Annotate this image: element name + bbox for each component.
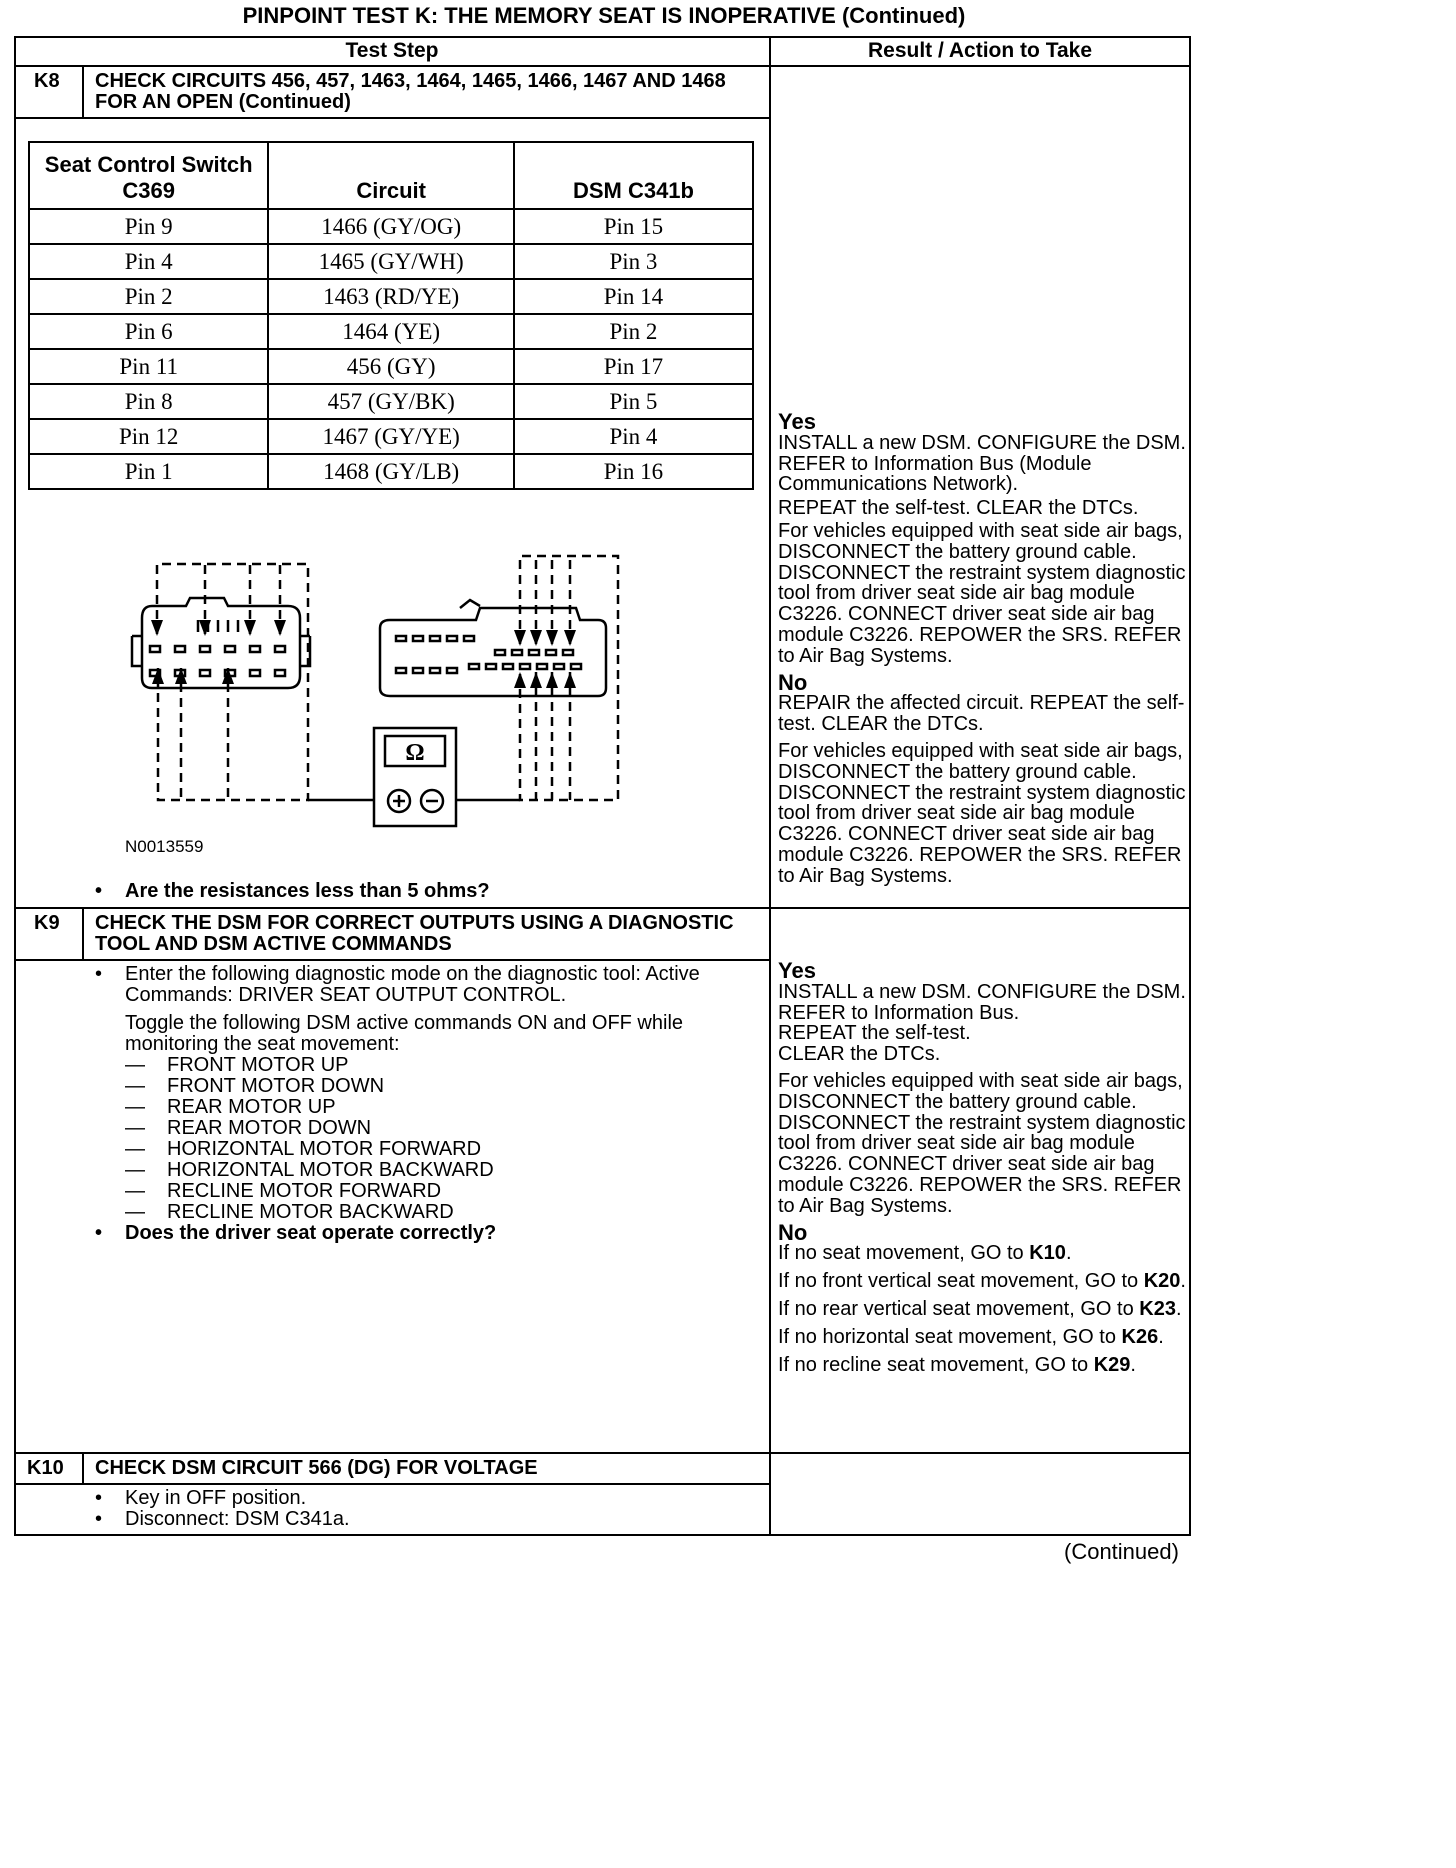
k9-no-text: If no recline seat movement, GO to <box>778 1353 1094 1376</box>
list-item: — FRONT MOTOR UP <box>125 1055 758 1076</box>
table-cell: Pin 16 <box>514 454 753 489</box>
table-cell: 1463 (RD/YE) <box>268 279 514 314</box>
k9-yes-text: CLEAR the DTCs. <box>778 1043 941 1066</box>
k8-yes-text: REPEAT the self-test. CLEAR the DTCs. <box>778 497 1139 520</box>
table-cell: Pin 11 <box>29 349 268 384</box>
k9-id-divider <box>82 908 84 961</box>
step-reference[interactable]: K23 <box>1139 1297 1176 1320</box>
k9-yes-text: REPEAT the self-test. <box>778 1022 971 1045</box>
ohmmeter-connector-illustration <box>120 548 640 838</box>
header-result: Result / Action to Take <box>867 39 1093 62</box>
k9-yes-text: INSTALL a new DSM. CONFIGURE the DSM. REFER to Information Bus. <box>778 980 1186 1024</box>
table-cell: Pin 3 <box>514 244 753 279</box>
k8-step-id: K8 <box>34 70 60 92</box>
k8-yes-text: INSTALL a new DSM. CONFIGURE the DSM. REFER to Information Bus (Module Communications Network). <box>778 431 1186 496</box>
k10-title-rule <box>14 1483 770 1485</box>
k9-question: • Does the driver seat operate correctly? <box>93 1223 758 1244</box>
k8-question-list <box>93 881 753 902</box>
pin-table-header: Circuit <box>268 142 514 209</box>
table-cell: 456 (GY) <box>268 349 514 384</box>
table-cell: 1468 (GY/LB) <box>268 454 514 489</box>
pin-table-header: Seat Control Switch C369 <box>29 142 268 209</box>
list-item: — HORIZONTAL MOTOR BACKWARD <box>125 1160 758 1181</box>
k9-procedure <box>93 964 758 1244</box>
list-item: — RECLINE MOTOR BACKWARD <box>125 1202 758 1223</box>
page-title: PINPOINT TEST K: THE MEMORY SEAT IS INOPERATIVE (Continued) <box>242 3 966 28</box>
frame-bottom <box>14 1534 1191 1536</box>
ohm-symbol: Ω <box>405 740 425 766</box>
k10-bullets <box>93 1488 753 1530</box>
table-cell: Pin 5 <box>514 384 753 419</box>
k9-title-rule <box>14 959 770 961</box>
frame-top <box>14 36 1191 38</box>
k10-bullet: • Key in OFF position. <box>93 1488 753 1509</box>
list-item: — HORIZONTAL MOTOR FORWARD <box>125 1139 758 1160</box>
k9-no-text: If no seat movement, GO to <box>778 1242 1030 1265</box>
step-reference[interactable]: K29 <box>1093 1353 1131 1376</box>
table-row <box>29 454 753 489</box>
k9-yes-text: For vehicles equipped with seat side air bags, DISCONNECT the battery ground cable. DISCONNECT the restraint system diagnostic tool from driver seat side air bag module C3226. CONNECT driver seat side air bag module C3226. REPOWER the SRS. REFER to Air Bag Systems. <box>778 1069 1186 1217</box>
k10-id-divider <box>82 1453 84 1485</box>
k10-step-title: CHECK DSM CIRCUIT 566 (DG) FOR VOLTAGE <box>95 1457 538 1479</box>
k9-no-text: If no rear vertical seat movement, GO to <box>778 1297 1140 1320</box>
step-reference[interactable]: K26 <box>1121 1325 1159 1348</box>
k9-step-title: CHECK THE DSM FOR CORRECT OUTPUTS USING A DIAGNOSTIC TOOL AND DSM ACTIVE COMMANDS <box>95 912 734 955</box>
k9-yes-label: Yes <box>778 958 816 983</box>
table-row <box>29 314 753 349</box>
table-row <box>29 279 753 314</box>
pin-table <box>28 141 754 490</box>
table-row <box>29 349 753 384</box>
table-cell: Pin 4 <box>514 419 753 454</box>
table-row <box>29 209 753 244</box>
table-row <box>29 384 753 419</box>
table-cell: 1464 (YE) <box>268 314 514 349</box>
table-cell: Pin 14 <box>514 279 753 314</box>
k8-question: • Are the resistances less than 5 ohms? <box>93 881 753 902</box>
table-cell: Pin 6 <box>29 314 268 349</box>
table-cell: Pin 1 <box>29 454 268 489</box>
header-rule <box>14 65 1191 67</box>
k9-no-label: No <box>778 1219 808 1245</box>
table-cell: Pin 17 <box>514 349 753 384</box>
k8-no-text: REPAIR the affected circuit. REPEAT the self-test. CLEAR the DTCs. <box>778 692 1185 736</box>
k9-toggle-text: Toggle the following DSM active commands ON and OFF while monitoring the seat movement: <box>125 1012 684 1055</box>
list-item: — FRONT MOTOR DOWN <box>125 1076 758 1097</box>
table-row <box>29 419 753 454</box>
table-cell: 457 (GY/BK) <box>268 384 514 419</box>
table-cell: Pin 4 <box>29 244 268 279</box>
frame-left <box>14 36 16 1536</box>
k10-bullet: • Disconnect: DSM C341a. <box>93 1509 753 1530</box>
header-test-step: Test Step <box>345 39 439 62</box>
pin-table-header: DSM C341b <box>514 142 753 209</box>
k9-no-text: If no horizontal seat movement, GO to <box>778 1325 1122 1348</box>
table-cell: Pin 9 <box>29 209 268 244</box>
k9-no-item: If no front vertical seat movement, GO to K20. <box>778 1270 1186 1293</box>
k8-no-label: No <box>778 669 808 695</box>
table-cell: Pin 15 <box>514 209 753 244</box>
table-cell: 1467 (GY/YE) <box>268 419 514 454</box>
step-reference[interactable]: K20 <box>1143 1270 1181 1293</box>
table-cell: Pin 2 <box>29 279 268 314</box>
table-cell: 1466 (GY/OG) <box>268 209 514 244</box>
k9-step-id: K9 <box>34 912 60 934</box>
table-row <box>29 244 753 279</box>
table-cell: Pin 8 <box>29 384 268 419</box>
k8-result <box>778 409 1186 887</box>
k8-yes-label: Yes <box>778 409 816 434</box>
k9-bullet: • Enter the following diagnostic mode on the diagnostic tool: Active Commands: DRIVER SEAT OUTPUT CONTROL. <box>93 964 758 1006</box>
column-divider <box>769 36 771 1536</box>
k8-title-rule <box>14 117 770 119</box>
table-cell: Pin 2 <box>514 314 753 349</box>
k8-no-text: For vehicles equipped with seat side air bags, DISCONNECT the battery ground cable. DISCONNECT the restraint system diagnostic tool from driver seat side air bag module C3226. CONNECT driver seat side air bag module C3226. REPOWER the SRS. REFER to Air Bag Systems. <box>778 739 1186 887</box>
k9-no-text: If no front vertical seat movement, GO to <box>778 1270 1144 1293</box>
continued-footer: (Continued) <box>1064 1539 1179 1564</box>
table-cell: Pin 12 <box>29 419 268 454</box>
k9-result <box>778 958 1186 1382</box>
list-item: — RECLINE MOTOR FORWARD <box>125 1181 758 1202</box>
step-reference[interactable]: K10 <box>1029 1242 1066 1265</box>
frame-right <box>1189 36 1191 1536</box>
k9-no-item: If no horizontal seat movement, GO to K26. <box>778 1325 1164 1348</box>
k8-step-title: CHECK CIRCUITS 456, 457, 1463, 1464, 1465, 1466, 1467 AND 1468 FOR AN OPEN (Continued) <box>95 70 726 113</box>
k10-step-id: K10 <box>27 1457 64 1479</box>
table-cell: 1465 (GY/WH) <box>268 244 514 279</box>
list-item: — REAR MOTOR DOWN <box>125 1118 758 1139</box>
k9-no-item: If no rear vertical seat movement, GO to K23. <box>778 1297 1182 1320</box>
k9-command-list <box>93 1055 758 1223</box>
k10-top-rule <box>14 1452 1191 1454</box>
figure-id: N0013559 <box>125 837 204 856</box>
k8-yes-text: For vehicles equipped with seat side air bags, DISCONNECT the battery ground cable. DISCONNECT the restraint system diagnostic tool from driver seat side air bag module C3226. CONNECT driver seat side air bag module C3226. REPOWER the SRS. REFER to Air Bag Systems. <box>778 519 1186 667</box>
list-item: — REAR MOTOR UP <box>125 1097 758 1118</box>
k9-top-rule <box>14 907 1191 909</box>
k9-no-item: If no recline seat movement, GO to K29. <box>778 1353 1136 1376</box>
k9-no-item: If no seat movement, GO to K10. <box>778 1242 1072 1265</box>
k8-id-divider <box>82 66 84 119</box>
